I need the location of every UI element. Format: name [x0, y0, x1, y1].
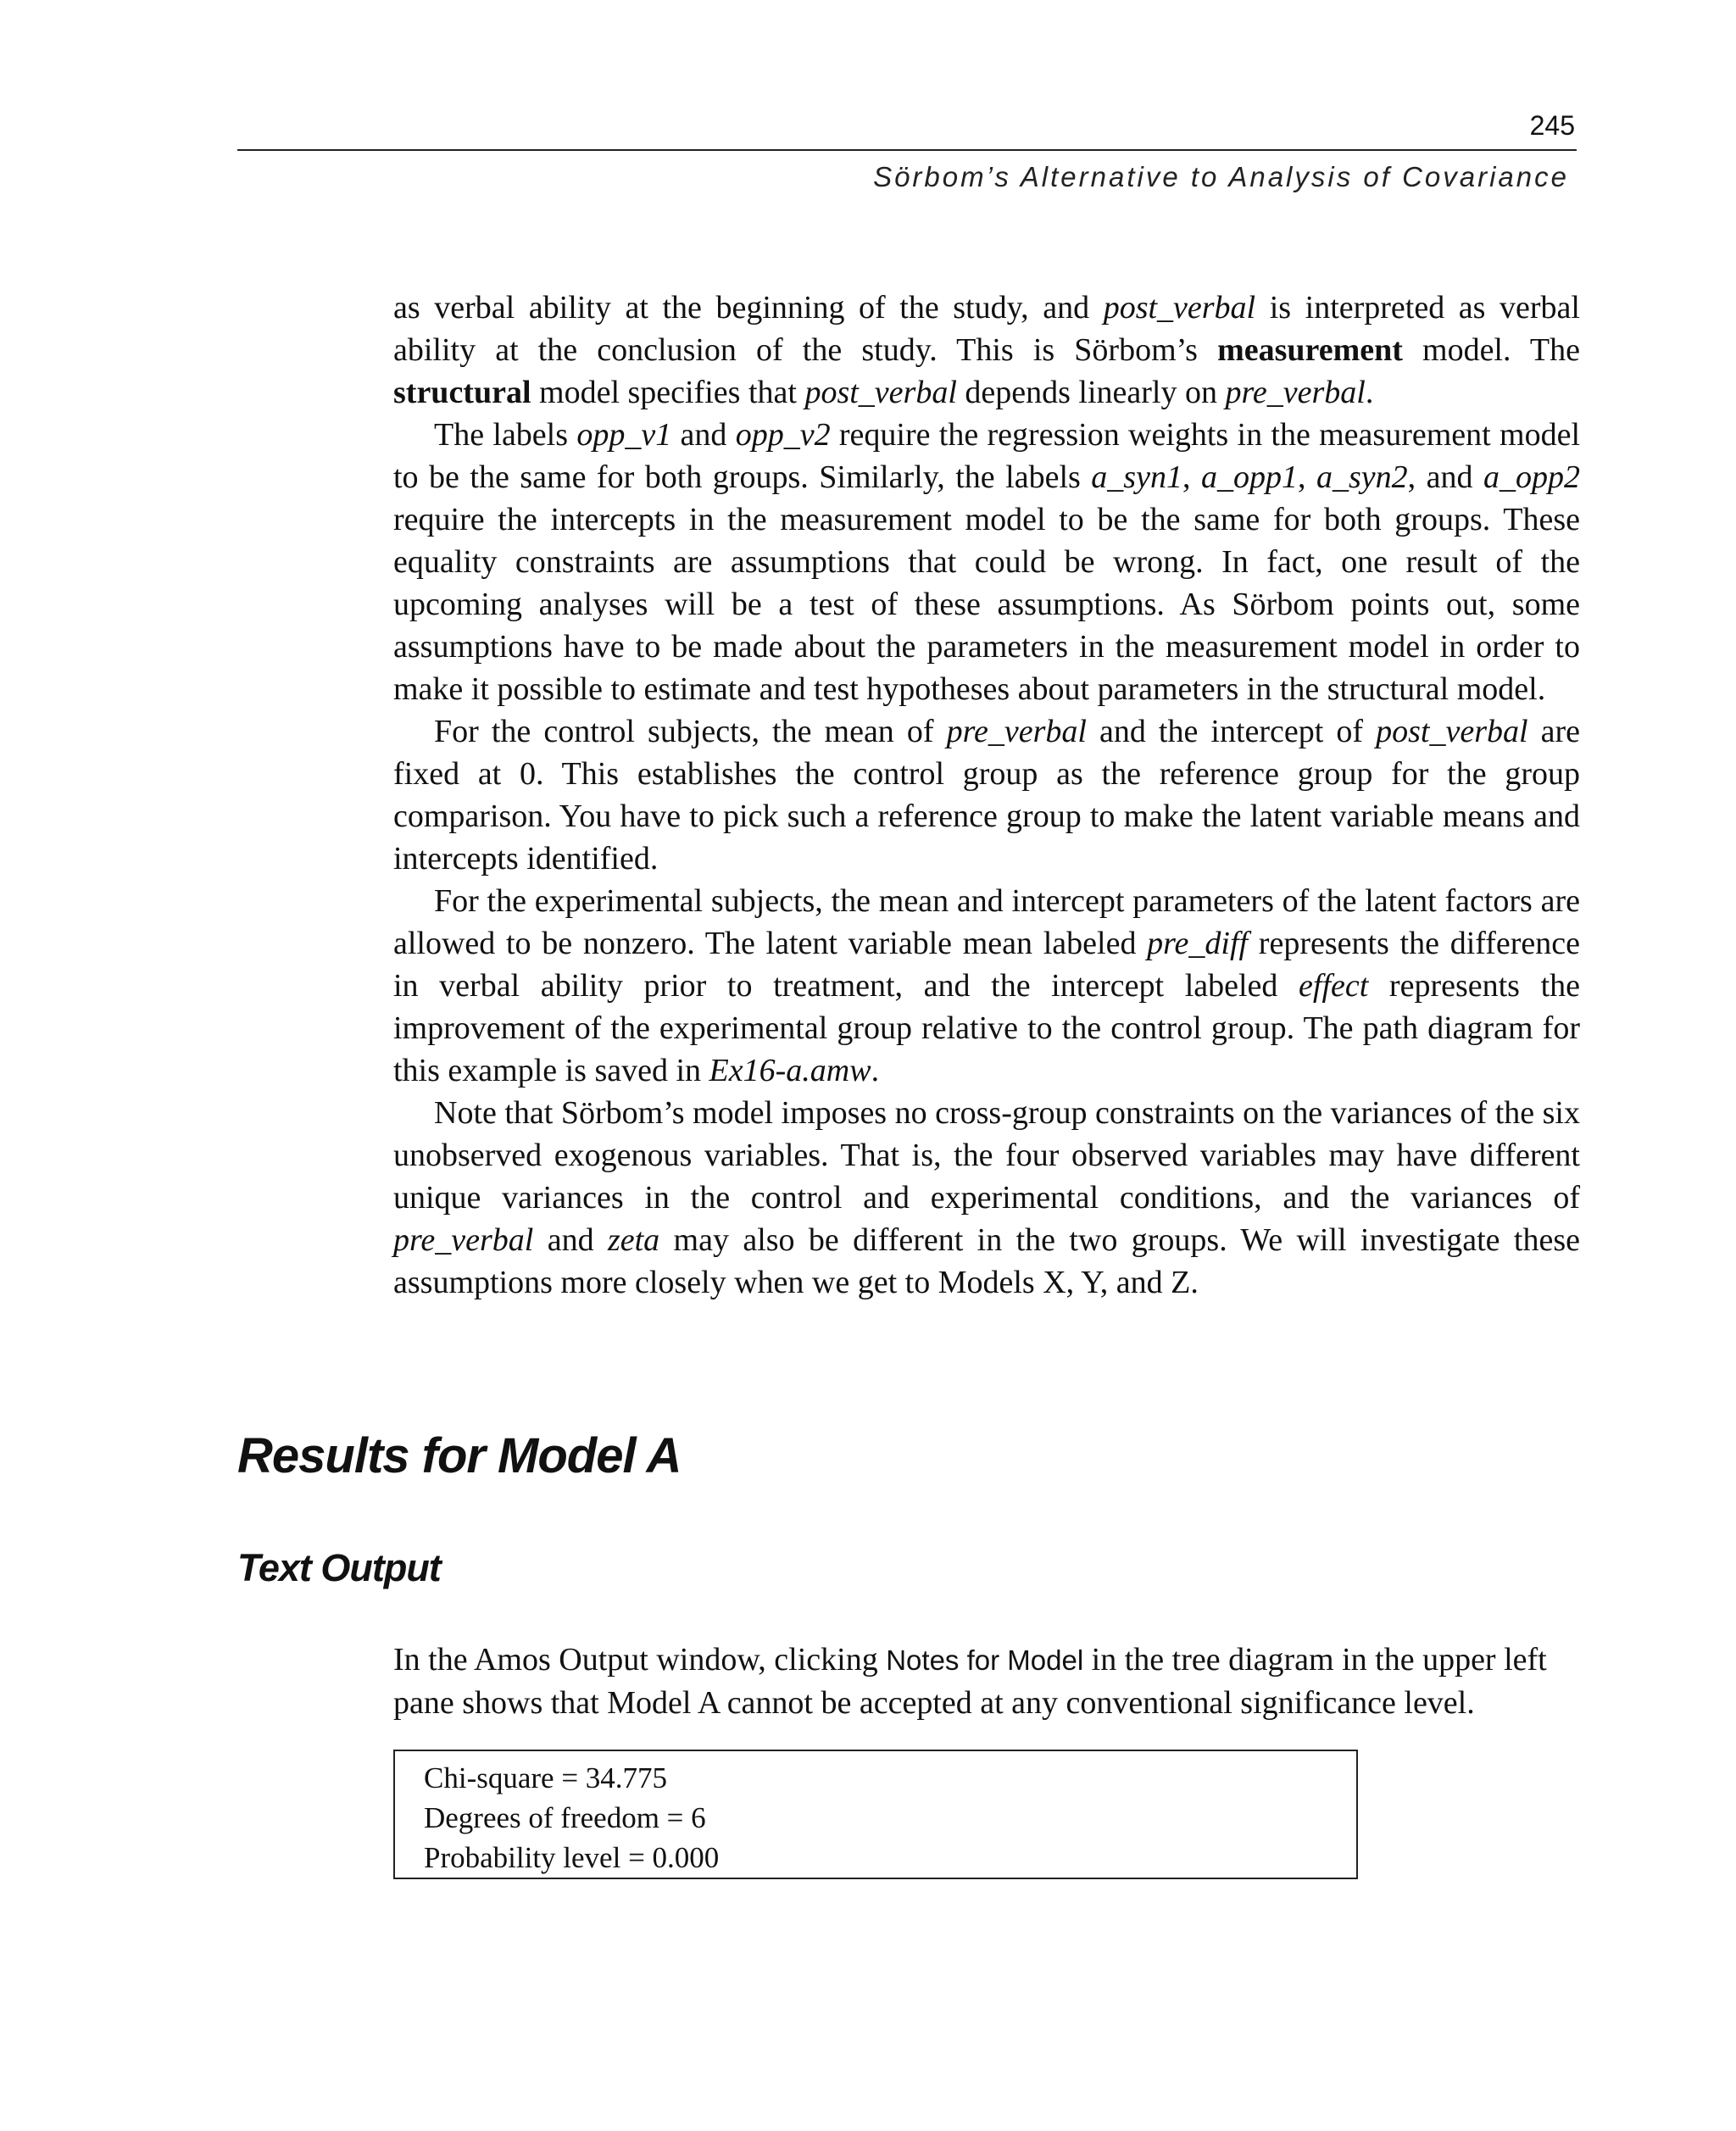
term-italic: a_opp1	[1200, 459, 1298, 495]
paragraph-5	[393, 1092, 1580, 1304]
text-run: and	[671, 417, 736, 453]
term-italic: pre_verbal	[946, 714, 1087, 749]
term-italic: a_syn1	[1091, 459, 1182, 495]
paragraph-1	[393, 287, 1580, 414]
text-run: and	[533, 1222, 608, 1258]
term-italic: opp_v2	[735, 417, 831, 453]
term-italic: post_verbal	[804, 375, 957, 410]
text-run: model specifies that	[531, 375, 805, 410]
text-run: ,	[1297, 459, 1316, 495]
text-run: is interpreted as verbal ability at the conclusion of the study. This is Sörbom’s	[393, 290, 1580, 368]
output-box	[393, 1750, 1358, 1879]
text-run: For the experimental subjects, the mean and intercept parameters of the latent factors are allowed to be nonzero. The latent variable mean labeled	[393, 883, 1580, 961]
paragraph-2	[393, 414, 1580, 710]
ui-term-notes-for-model: Notes for Model	[886, 1644, 1084, 1676]
text-run: represents the difference in verbal ability prior to treatment, and the intercept labeled	[393, 926, 1580, 1004]
term-italic: pre_diff	[1147, 926, 1249, 961]
text-run: In the Amos Output window, clicking	[393, 1642, 887, 1678]
text-run: depends linearly on	[956, 375, 1226, 410]
term-italic: pre_verbal	[393, 1222, 534, 1258]
running-title: Sörbom’s Alternative to Analysis of Covariance	[873, 161, 1569, 192]
text-run: .	[871, 1053, 880, 1088]
output-line-degrees-of-freedom: Degrees of freedom = 6	[424, 1801, 706, 1834]
term-italic: Ex16-a.amw	[709, 1053, 871, 1088]
output-line-probability-level: Probability level = 0.000	[424, 1841, 720, 1874]
text-run: For the control subjects, the mean of	[434, 714, 947, 749]
text-run: in the tree diagram in the upper left pane shows that Model A cannot be accepted at any conventional significance level.	[393, 1642, 1547, 1721]
term-italic: zeta	[607, 1222, 660, 1258]
text-run: are fixed at 0. This establishes the control group as the reference group for the group comparison. You have to pick such a reference group to make the latent variable means and intercepts identified.	[393, 714, 1581, 876]
text-run: The labels	[434, 417, 577, 453]
body-text	[393, 287, 1580, 1304]
text-run: and the intercept of	[1086, 714, 1377, 749]
text-run: represents the improvement of the experimental group relative to the control group. The path diagram for this example is saved in	[393, 968, 1580, 1088]
text-run: require the regression weights in the measurement model to be the same for both groups. Similarly, the labels	[393, 417, 1580, 495]
text-run: .	[1365, 375, 1374, 410]
term-italic: opp_v1	[576, 417, 672, 453]
results-paragraph	[393, 1639, 1580, 1724]
term-bold: measurement	[1217, 332, 1403, 368]
term-italic: post_verbal	[1103, 290, 1256, 325]
text-run: may also be different in the two groups. We will investigate these assumptions more closely when we get to Models X, Y, and Z.	[393, 1222, 1580, 1300]
term-italic: post_verbal	[1376, 714, 1528, 749]
page-number: 245	[1529, 110, 1575, 141]
text-run: , and	[1407, 459, 1484, 495]
term-italic: pre_verbal	[1225, 375, 1366, 410]
paragraph-3	[393, 710, 1580, 880]
term-italic: a_opp2	[1483, 459, 1581, 495]
text-run: model. The	[1402, 332, 1580, 368]
term-bold: structural	[393, 375, 531, 410]
text-run: ,	[1182, 459, 1201, 495]
text-run: Note that Sörbom’s model imposes no cross-group constraints on the variances of the six unobserved exogenous variables. That is, the four observed variables may have different unique variances in the control and experimental conditions, and the variances of	[393, 1095, 1580, 1216]
text-run: require the intercepts in the measurement model to be the same for both groups. These equality constraints are assumptions that could be wrong. In fact, one result of the upcoming analyses will be a test of these assumptions. As Sörbom points out, some assumptions have to be made about the parameters in the measurement model in order to make it possible to estimate and test hypotheses about parameters in the structural model.	[393, 502, 1580, 707]
paragraph-4	[393, 880, 1580, 1092]
output-line-chi-square: Chi-square = 34.775	[424, 1761, 668, 1794]
subsection-heading: Text Output	[237, 1546, 441, 1589]
header-rule	[237, 149, 1577, 151]
text-run: as verbal ability at the beginning of the study, and	[393, 290, 1104, 325]
term-italic: effect	[1299, 968, 1369, 1004]
term-italic: a_syn2	[1316, 459, 1408, 495]
section-heading: Results for Model A	[237, 1428, 682, 1483]
